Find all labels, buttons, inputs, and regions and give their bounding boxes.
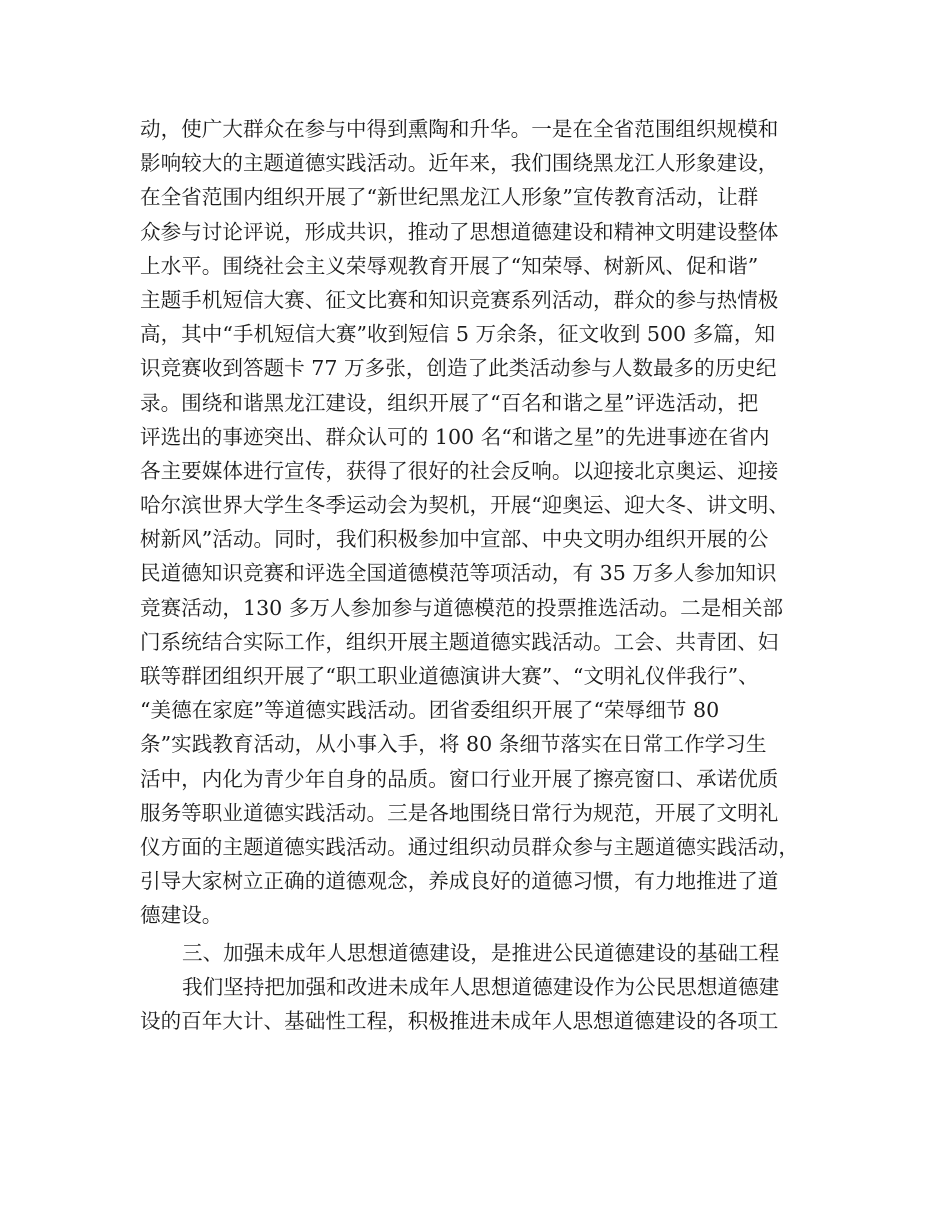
section-heading: 三、加强未成年人思想道德建设，是推进公民道德建设的基础工程 [182,940,780,965]
body-line: 德建设。 [140,903,223,928]
document-body [140,112,830,1038]
body-line: 门系统结合实际工作，组织开展主题道德实践活动。工会、共青团、妇 [140,629,779,654]
body-line: 竞赛活动，130 多万人参加参与道德模范的投票推选活动。二是相关部 [140,595,784,620]
body-line: “美德在家庭”等道德实践活动。团省委组织开展了“荣辱细节 80 [140,698,720,723]
body-line: 仪方面的主题道德实践活动。通过组织动员群众参与主题道德实践活动， [140,834,799,859]
body-line: 主题手机短信大赛、征文比赛和知识竞赛系列活动，群众的参与热情极 [140,287,779,312]
body-line: 上水平。围绕社会主义荣辱观教育开展了“知荣辱、树新风、促和谐” [140,253,759,278]
body-line: 民道德知识竞赛和评选全国道德模范等项活动，有 35 万多人参加知识 [140,561,777,586]
body-line: 设的百年大计、基础性工程，积极推进未成年人思想道德建设的各项工 [140,1008,779,1033]
body-line: 树新风”活动。同时，我们积极参加中宣部、中央文明办组织开展的公 [140,527,769,552]
body-line: 哈尔滨世界大学生冬季运动会为契机，开展“迎奥运、迎大冬、讲文明、 [140,493,789,518]
body-line: 在全省范围内组织开展了“新世纪黑龙江人形象”宣传教育活动，让群 [140,185,759,210]
body-line: 录。围绕和谐黑龙江建设，组织开展了“百名和谐之星”评选活动，把 [140,390,759,415]
body-line: 评选出的事迹突出、群众认可的 100 名“和谐之星”的先进事迹在省内 [140,424,770,449]
body-line: 动，使广大群众在参与中得到熏陶和升华。一是在全省范围组织规模和 [140,117,779,141]
body-line: 各主要媒体进行宣传，获得了很好的社会反响。以迎接北京奥运、迎接 [140,458,779,483]
body-line: 高，其中“手机短信大赛”收到短信 5 万余条，征文收到 500 多篇，知 [140,322,776,347]
body-line: 条”实践教育活动，从小事入手，将 80 条细节落实在日常工作学习生 [140,732,767,757]
body-line: 引导大家树立正确的道德观念，养成良好的道德习惯，有力地推进了道 [140,869,779,894]
body-line: 活中，内化为青少年自身的品质。窗口行业开展了擦亮窗口、承诺优质 [140,766,779,791]
body-line: 服务等职业道德实践活动。三是各地围绕日常行为规范，开展了文明礼 [140,800,779,825]
body-line: 识竞赛收到答题卡 77 万多张，创造了此类活动参与人数最多的历史纪 [140,356,777,381]
body-line: 影响较大的主题道德实践活动。近年来，我们围绕黑龙江人形象建设， [140,151,779,176]
body-line: 众参与讨论评说，形成共识，推动了思想道德建设和精神文明建设整体 [140,219,779,244]
body-line: 联等群团组织开展了“职工职业道德演讲大赛”、“文明礼仪伴我行”、 [140,664,759,688]
body-line: 我们坚持把加强和改进未成年人思想道德建设作为公民思想道德建 [182,974,780,999]
